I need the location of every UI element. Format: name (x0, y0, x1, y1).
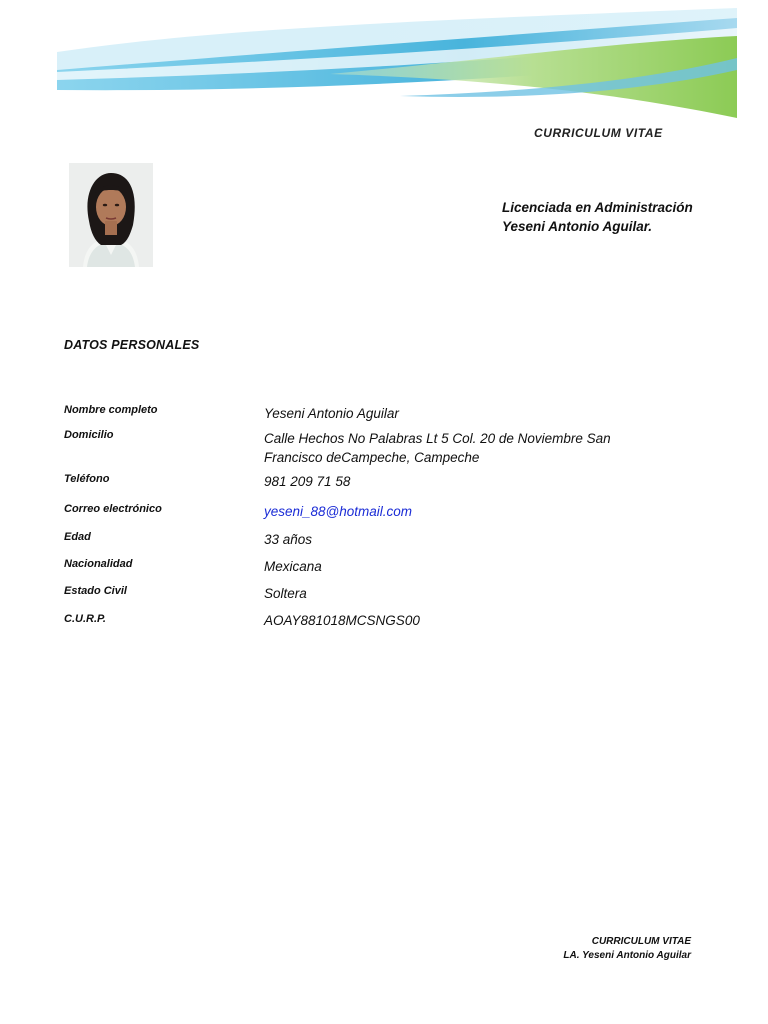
label-full-name: Nombre completo (64, 404, 158, 416)
footer-author: LA. Yeseni Antonio Aguilar (563, 950, 691, 961)
value-phone: 981 209 71 58 (264, 474, 351, 489)
header-wave-banner (0, 0, 768, 125)
label-nationality: Nacionalidad (64, 558, 133, 570)
profile-heading (502, 198, 693, 236)
header-title: CURRICULUM VITAE (534, 126, 663, 140)
value-age: 33 años (264, 532, 313, 547)
label-age: Edad (64, 531, 91, 543)
label-email: Correo electrónico (64, 503, 162, 515)
footer-title: CURRICULUM VITAE (591, 936, 691, 947)
page-footer (563, 935, 691, 963)
portrait-image (69, 163, 153, 267)
value-full-name: Yeseni Antonio Aguilar (264, 406, 399, 421)
label-marital-status: Estado Civil (64, 585, 127, 597)
email-link[interactable]: yeseni_88@hotmail.com (264, 504, 413, 519)
label-phone: Teléfono (64, 473, 110, 485)
profile-photo (69, 163, 153, 267)
value-marital-status: Soltera (264, 586, 307, 601)
value-nationality: Mexicana (264, 559, 322, 574)
value-address: Calle Hechos No Palabras Lt 5 Col. 20 de Noviembre San Francisco deCampeche, Campeche (264, 431, 611, 465)
label-address: Domicilio (64, 429, 114, 441)
profile-name: Yeseni Antonio Aguilar. (502, 219, 653, 234)
profile-degree: Licenciada en Administración (502, 200, 693, 215)
label-curp: C.U.R.P. (64, 613, 106, 625)
value-curp: AOAY881018MCSNGS00 (264, 613, 420, 628)
section-title: DATOS PERSONALES (64, 338, 200, 352)
